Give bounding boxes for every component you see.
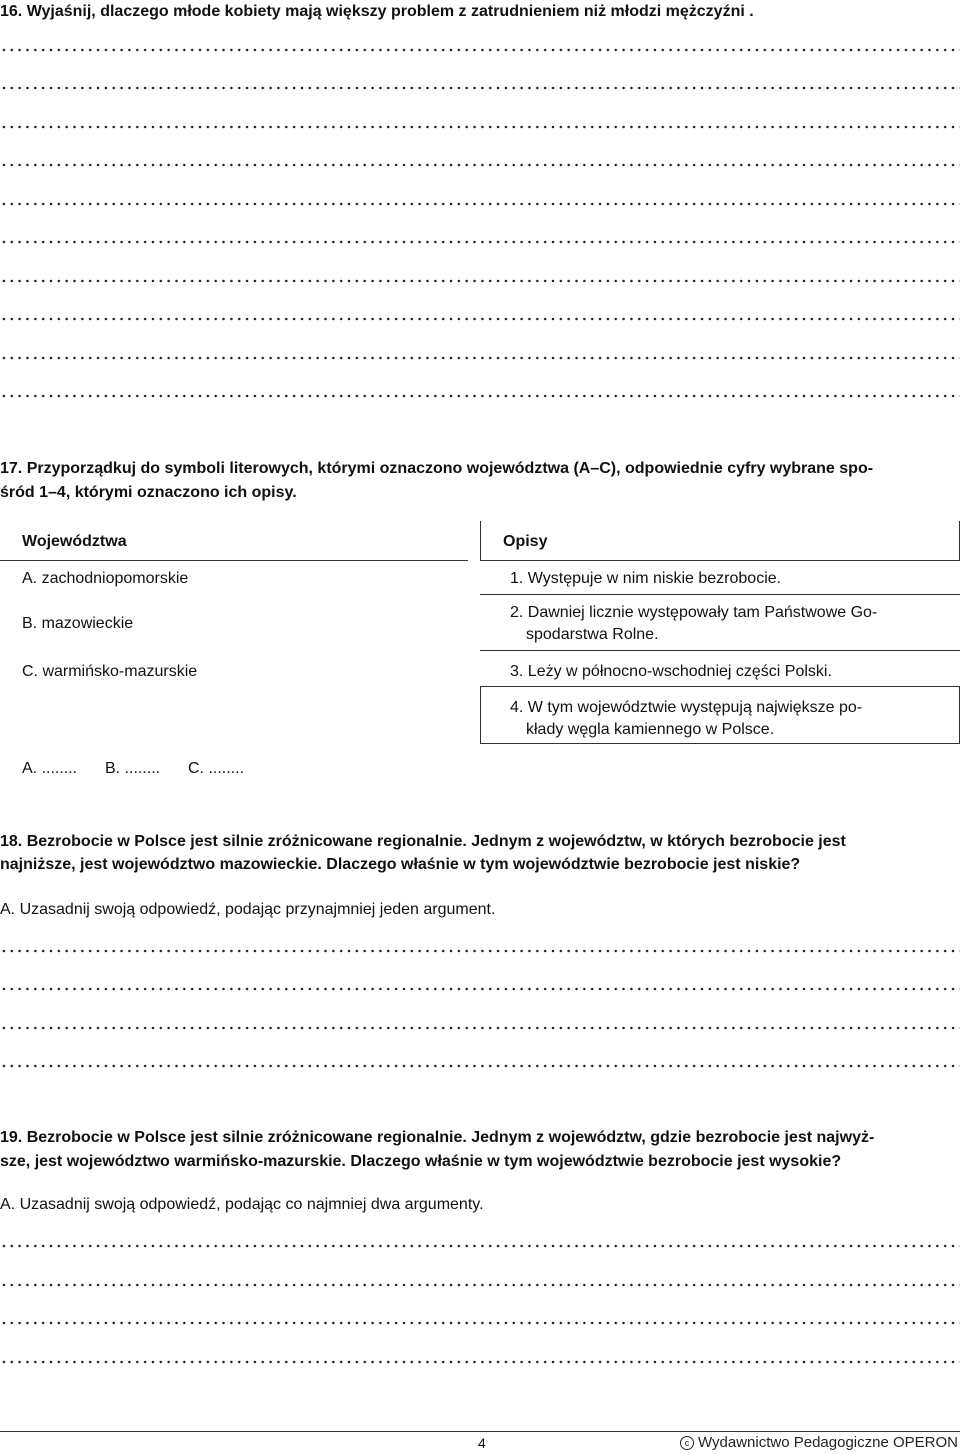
answer-a[interactable]: A. ........ xyxy=(22,760,78,777)
answer-line[interactable] xyxy=(0,48,960,52)
question-18-line1: 18. Bezrobocie w Polsce jest silnie zróżnicowane regionalnie. Jednym z województw, w których bezrobocie jest xyxy=(0,833,846,850)
description-rule xyxy=(480,594,960,595)
region-a: A. zachodniopomorskie xyxy=(22,570,189,587)
answer-line[interactable] xyxy=(0,125,960,129)
description-4-line2: kłady węgla kamiennego w Polsce. xyxy=(526,721,775,738)
question-19-line2: sze, jest województwo warmińsko-mazurskie. Dlaczego właśnie w tym województwie bezrobocie jest wysokie? xyxy=(0,1153,842,1170)
page-number: 4 xyxy=(478,1435,486,1451)
answer-line[interactable] xyxy=(0,163,960,167)
question-16-text: 16. Wyjaśnij, dlaczego młode kobiety mają większy problem z zatrudnieniem niż młodzi mężczyźni . xyxy=(0,3,754,20)
description-2-line1: 2. Dawniej licznie występowały tam Państwowe Go- xyxy=(510,604,878,621)
descriptions-header: Opisy xyxy=(503,533,548,550)
description-3: 3. Leży w północno-wschodniej części Polski. xyxy=(510,663,832,680)
footer-rule xyxy=(0,1431,960,1432)
question-19-instruction: A. Uzasadnij swoją odpowiedź, podając co najmniej dwa argumenty. xyxy=(0,1196,484,1213)
answer-line[interactable] xyxy=(0,86,960,90)
regions-header-rule xyxy=(0,560,468,561)
copyright-icon: c xyxy=(680,1436,694,1450)
question-17-line2: śród 1–4, którymi oznaczono ich opisy. xyxy=(0,484,297,501)
regions-header: Województwa xyxy=(22,533,127,550)
description-1: 1. Występuje w nim niskie bezrobocie. xyxy=(510,570,782,587)
question-18-instruction: A. Uzasadnij swoją odpowiedź, podając przynajmniej jeden argument. xyxy=(0,901,496,918)
description-rule xyxy=(480,650,960,651)
answer-line[interactable] xyxy=(0,1244,960,1248)
description-2-line2: spodarstwa Rolne. xyxy=(526,626,659,643)
answer-b[interactable]: B. ........ xyxy=(105,760,161,777)
question-19-line1: 19. Bezrobocie w Polsce jest silnie zróżnicowane regionalnie. Jednym z województw, gdzie bezrobocie jest najwyż- xyxy=(0,1129,875,1146)
answer-line[interactable] xyxy=(0,202,960,206)
answer-line[interactable] xyxy=(0,987,960,991)
answer-line[interactable] xyxy=(0,1064,960,1068)
copyright-text: Wydawnictwo Pedagogiczne OPERON xyxy=(698,1434,958,1451)
answer-line[interactable] xyxy=(0,356,960,360)
answer-line[interactable] xyxy=(0,394,960,398)
region-b: B. mazowieckie xyxy=(22,615,134,632)
question-18-line2: najniższe, jest województwo mazowieckie. Dlaczego właśnie w tym województwie bezrobocie jest niskie? xyxy=(0,856,801,873)
answer-line[interactable] xyxy=(0,1026,960,1030)
answer-c[interactable]: C. ........ xyxy=(188,760,245,777)
description-4-left-border xyxy=(480,686,481,744)
answer-line[interactable] xyxy=(0,240,960,244)
region-c: C. warmińsko-mazurskie xyxy=(22,663,198,680)
answer-line[interactable] xyxy=(0,279,960,283)
description-rule xyxy=(480,686,960,687)
answer-line[interactable] xyxy=(0,949,960,953)
header-divider xyxy=(480,521,481,561)
answer-line[interactable] xyxy=(0,1360,960,1364)
copyright-notice xyxy=(680,1434,958,1451)
question-17-line1: 17. Przyporządkuj do symboli literowych, którymi oznaczono województwa (A–C), odpowiednie cyfry wybrane spo- xyxy=(0,460,874,477)
answer-line[interactable] xyxy=(0,1321,960,1325)
descriptions-header-rule xyxy=(480,560,960,561)
answer-line[interactable] xyxy=(0,1283,960,1287)
description-4-line1: 4. W tym województwie występują największe po- xyxy=(510,699,863,716)
answer-line[interactable] xyxy=(0,317,960,321)
description-4-bottom xyxy=(480,743,960,744)
